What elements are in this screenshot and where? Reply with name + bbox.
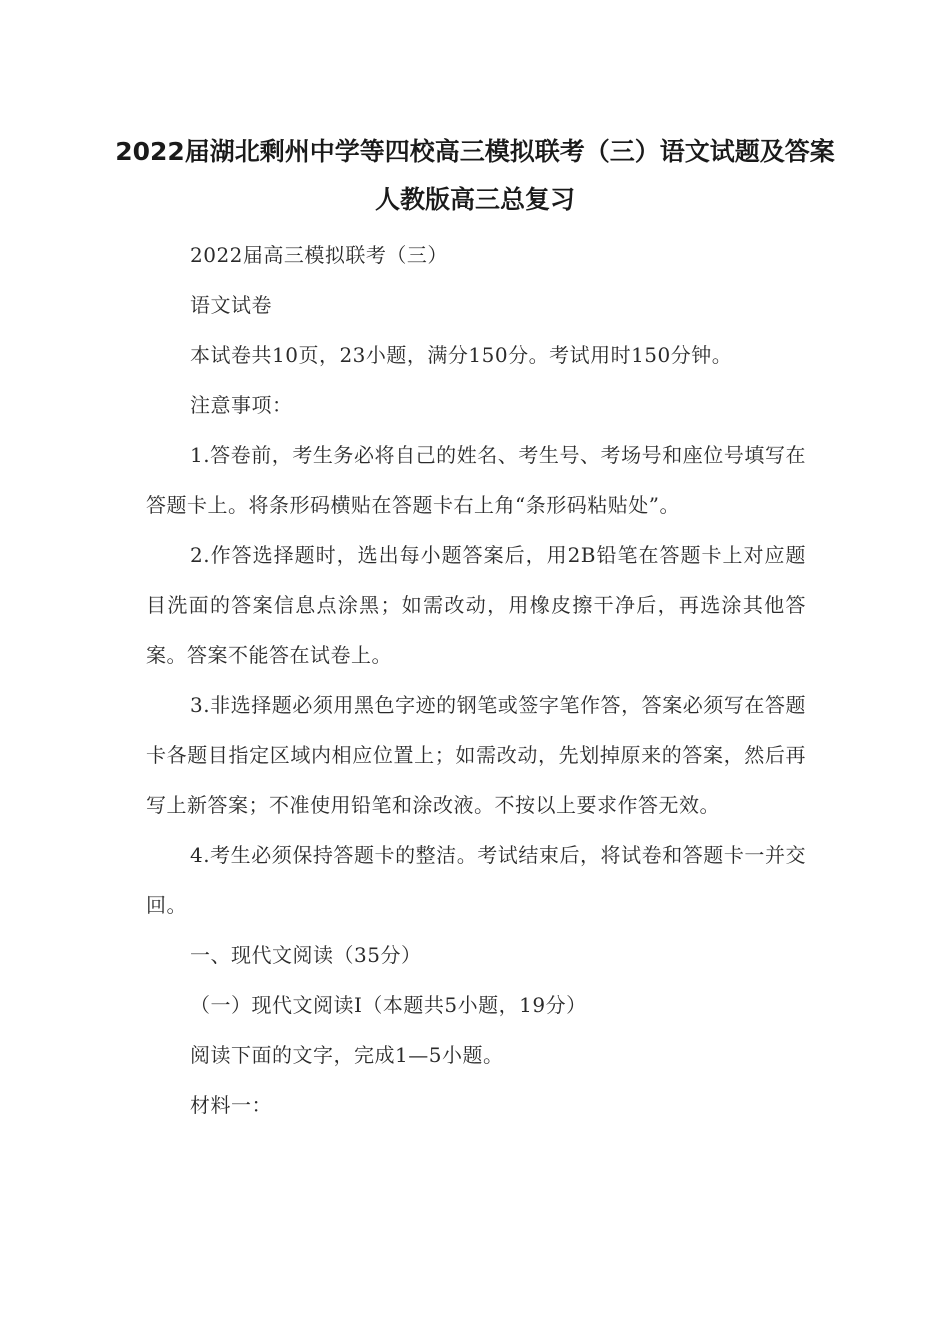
paper-name: 语文试卷 (190, 293, 272, 317)
exam-heading: 2022届高三模拟联考（三） (190, 243, 448, 267)
subsection-heading: （一）现代文阅读Ⅰ（本题共5小题，19分） (190, 993, 587, 1017)
notice-heading: 注意事项： (190, 393, 293, 417)
section-heading: 一、现代文阅读（35分） (190, 943, 422, 967)
notice-item-1: 1.答卷前，考生务必将自己的姓名、考生号、考场号和座位号填写在答题卡上。将条形码横贴在答题卡右上角“条形码粘贴处”。 (146, 443, 806, 517)
material-label: 材料一： (190, 1093, 272, 1117)
document-title: 2022届湖北剩州中学等四校高三模拟联考（三）语文试题及答案 (115, 137, 835, 166)
reading-instruction: 阅读下面的文字，完成1—5小题。 (190, 1043, 504, 1067)
notice-item-4: 4.考生必须保持答题卡的整洁。考试结束后，将试卷和答题卡一并交回。 (146, 843, 806, 917)
notice-item-2: 2.作答选择题时，选出每小题答案后，用2B铅笔在答题卡上对应题目洗面的答案信息点涂黑；如需改动，用橡皮擦干净后，再选涂其他答案。答案不能答在试卷上。 (146, 543, 806, 667)
notice-item-3: 3.非选择题必须用黑色字迹的钢笔或签字笔作答，答案必须写在答题卡各题目指定区域内相应位置上；如需改动，先划掉原来的答案，然后再写上新答案；不准使用铅笔和涂改液。不按以上要求作答无效。 (146, 693, 806, 817)
document-subtitle: 人教版高三总复习 (374, 185, 575, 214)
document-body (146, 230, 806, 1130)
exam-summary: 本试卷共10页，23小题，满分150分。考试用时150分钟。 (190, 343, 733, 367)
